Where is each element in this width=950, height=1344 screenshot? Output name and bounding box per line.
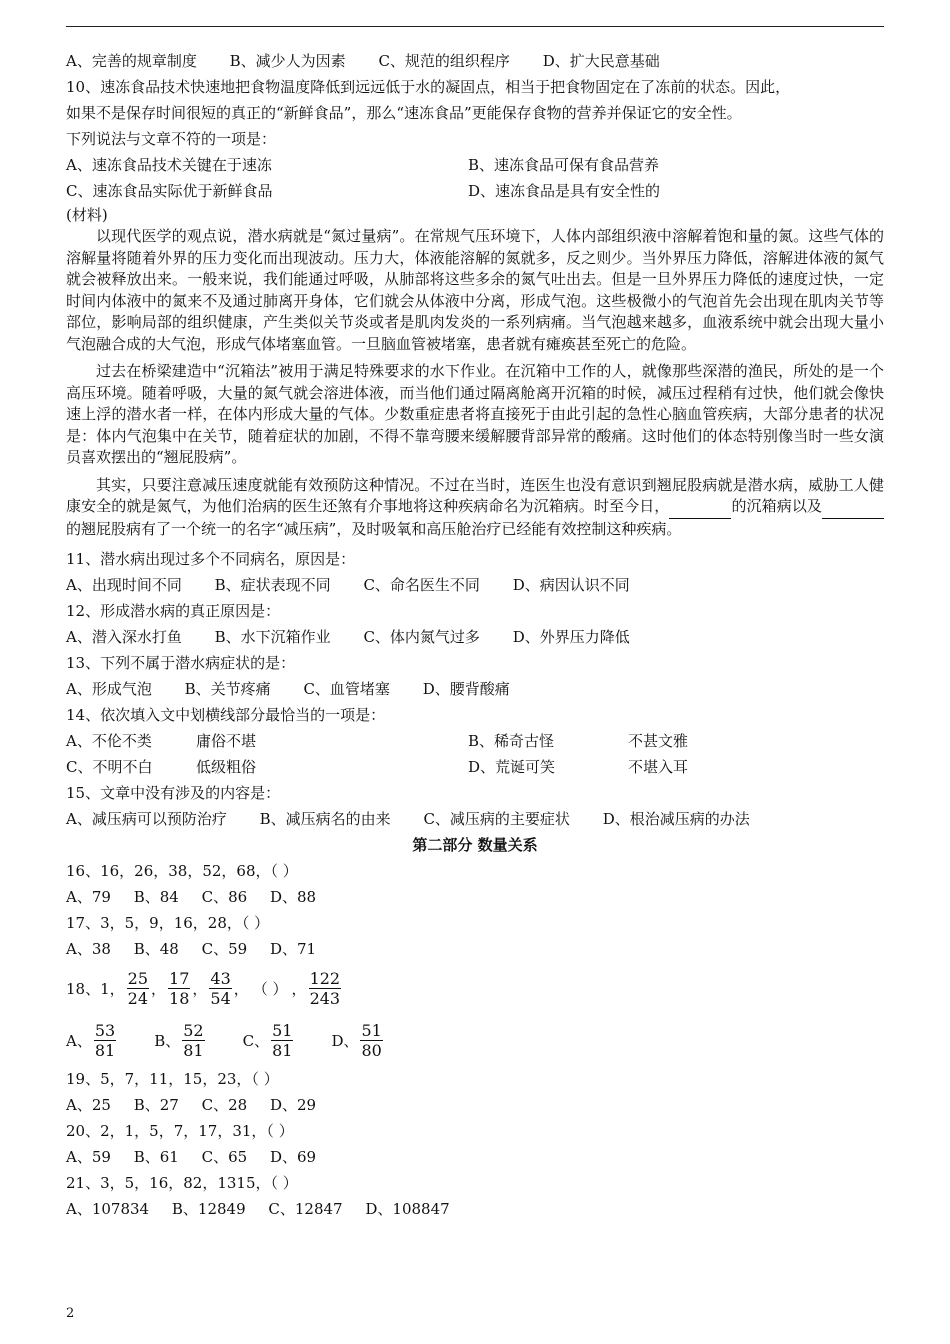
- denominator: 54: [210, 988, 231, 1008]
- option: A、79: [66, 888, 111, 906]
- q12-options: [66, 624, 884, 650]
- numerator: 51: [361, 1020, 382, 1040]
- option: A、出现时间不同: [66, 576, 182, 594]
- fill-blank: [669, 496, 731, 519]
- option: B、减少人为因素: [229, 52, 346, 70]
- fraction: [182, 1021, 204, 1060]
- separator: ，: [233, 979, 249, 998]
- numerator: 25: [127, 968, 148, 988]
- option: B、水下沉箱作业: [214, 628, 331, 646]
- option: D、71: [269, 940, 317, 958]
- fill-blank: [822, 496, 884, 519]
- material-label: (材料): [66, 206, 108, 224]
- question-stem: 13、下列不属于潜水病症状的是：: [66, 654, 296, 672]
- option: C、65: [201, 1148, 248, 1166]
- numerator: 17: [169, 968, 190, 988]
- passage: [66, 226, 884, 540]
- denominator: 24: [127, 988, 148, 1008]
- question-stem: 如果不是保存时间很短的真正的“新鲜食品”，那么“速冻食品”更能保存食物的营养并保证它的安全性。: [66, 104, 742, 122]
- denominator: 81: [94, 1040, 116, 1060]
- option: C、59: [201, 940, 248, 958]
- q14-options-row1: [66, 728, 884, 754]
- q11-options: [66, 572, 884, 598]
- option: C、86: [201, 888, 248, 906]
- option: B、关节疼痛: [184, 680, 271, 698]
- denominator: 243: [309, 988, 341, 1008]
- question-prefix: 18、1，: [66, 979, 125, 998]
- question-stem: 14、依次填入文中划横线部分最恰当的一项是：: [66, 706, 386, 724]
- option: A、不伦不类: [66, 732, 152, 750]
- option: C、速冻食品实际优于新鲜食品: [66, 182, 273, 200]
- q17-options: [66, 936, 884, 962]
- separator: ，: [192, 979, 208, 998]
- numerator: 52: [183, 1020, 204, 1040]
- option: D、29: [269, 1096, 317, 1114]
- q20-options: [66, 1144, 884, 1170]
- option: C、28: [201, 1096, 248, 1114]
- option: C、不明不白: [66, 758, 153, 776]
- option: C、命名医生不同: [363, 576, 480, 594]
- option: C、体内氮气过多: [363, 628, 480, 646]
- passage-text: 的翘屁股病有了一个统一的名字“减压病”，及时吸氧和高压舱治疗已经能有效控制这种疾病。: [66, 519, 682, 538]
- option: D、腰背酸痛: [422, 680, 510, 698]
- option: A、38: [66, 940, 111, 958]
- option-label: B、: [154, 1031, 181, 1050]
- fraction: [94, 1021, 116, 1060]
- option: D、108847: [365, 1200, 450, 1218]
- option: B、27: [133, 1096, 179, 1114]
- q10-options-row2: [66, 178, 884, 204]
- fraction: [127, 969, 149, 1008]
- option: A、潜入深水打鱼: [66, 628, 182, 646]
- option: A、减压病可以预防治疗: [66, 810, 227, 828]
- option: C、规范的组织程序: [378, 52, 510, 70]
- option: A、25: [66, 1096, 111, 1114]
- question-stem: 12、形成潜水病的真正原因是：: [66, 602, 281, 620]
- option: A、形成气泡: [66, 680, 152, 698]
- question-stem: 11、潜水病出现过多个不同病名，原因是：: [66, 550, 356, 568]
- option: B、症状表现不同: [214, 576, 331, 594]
- q10-options-row1: [66, 152, 884, 178]
- fraction: [360, 1021, 382, 1060]
- question-stem: 10、速冻食品技术快速地把食物温度降低到远远低于水的凝固点，相当于把食物固定在了冻前的状态。因此，: [66, 78, 791, 96]
- option: C、减压病的主要症状: [423, 810, 570, 828]
- page-number: 2: [66, 1306, 75, 1321]
- question-stem: 15、文章中没有涉及的内容是：: [66, 784, 281, 802]
- question-stem: 下列说法与文章不符的一项是：: [66, 130, 277, 148]
- passage-paragraph: 以现代医学的观点说，潜水病就是“氮过量病”。在常规气压环境下，人体内部组织液中溶解着饱和量的氮。这些气体的溶解量将随着外界的压力变化而出现波动。压力大，体液能溶解的氮就多，反之则少。当外界压力降低，溶解进体液的氮气就会被释放出来。一般来说，我们能通过呼吸，从肺部将这些多余的氮气吐出去。但是一旦外界压力降低的速度过快，一定时间内体液中的氮来不及通过肺离开身体，它们就会从体液中分离，形成气泡。这些极微小的气泡首先会出现在肌肉关节等部位，影响局部的组织健康，产生类似关节炎或者是肌肉发炎的一系列病痛。当气泡越来越多，血液系统中就会出现大量小气泡融合成的大气泡，形成气体堵塞血管。一旦脑血管被堵塞，患者就有瘫痪甚至死亡的危险。: [66, 227, 884, 353]
- fraction: [209, 969, 231, 1008]
- option: A、107834: [66, 1200, 150, 1218]
- option: C、血管堵塞: [303, 680, 390, 698]
- option-label: D、: [331, 1031, 359, 1050]
- option-label: C、: [242, 1031, 270, 1050]
- numerator: 122: [309, 968, 341, 988]
- passage-text: 其实，只要注意减压速度就能有效预防这种情况。不过在当时，连医生也没有意识到翘屁股病就是潜水病，威胁工人健康安全的就是氮气，为他们治病的医生还煞有介事地将这种疾病命名为沉箱病。时至今日，: [66, 475, 884, 515]
- option: B、速冻食品可保有食品营养: [468, 156, 660, 174]
- option: D、速冻食品是具有安全性的: [468, 182, 661, 200]
- option-word: 庸俗不堪: [196, 732, 257, 750]
- fraction: [168, 969, 190, 1008]
- q18-options: [66, 1014, 884, 1066]
- option: D、88: [269, 888, 317, 906]
- option: B、48: [133, 940, 179, 958]
- separator: ，: [291, 979, 307, 998]
- question-stem: 17、3，5，9，16，28，（ ）: [66, 914, 270, 932]
- fraction: [271, 1021, 293, 1060]
- option: B、减压病名的由来: [259, 810, 391, 828]
- passage-text: 的沉箱病以及: [731, 497, 822, 515]
- header-rule: [66, 26, 884, 27]
- option: D、根治减压病的办法: [602, 810, 750, 828]
- option: A、速冻食品技术关键在于速冻: [66, 156, 272, 174]
- numerator: 43: [210, 968, 231, 988]
- option: A、59: [66, 1148, 111, 1166]
- q18-stem: [66, 962, 884, 1014]
- option: B、84: [133, 888, 179, 906]
- option-word: 低级粗俗: [196, 758, 257, 776]
- q9-options: [66, 48, 884, 74]
- q15-options: [66, 806, 884, 832]
- passage-paragraph: 过去在桥梁建造中“沉箱法”被用于满足特殊要求的水下作业。在沉箱中工作的人，就像那些深潜的渔民，所处的是一个高压环境。随着呼吸，大量的氮气就会溶进体液，而当他们通过隔离舱离开沉箱的时候，减压过程稍有过快，他们就会像快速上浮的潜水者一样，在体内形成大量的气体。少数重症患者将直接死于由此引起的急性心脑血管疾病，大部分患者的状况是：体内气泡集中在关节，随着症状的加剧，不得不靠弯腰来缓解腰背部异常的酸痛。这时他们的体态特别像当时一些女演员喜欢摆出的“翘屁股病”。: [66, 362, 884, 466]
- option: D、69: [269, 1148, 317, 1166]
- option: D、病因认识不同: [512, 576, 630, 594]
- option: D、外界压力降低: [512, 628, 630, 646]
- option: B、稀奇古怪: [468, 732, 555, 750]
- option-word: 不甚文雅: [628, 732, 689, 750]
- option: C、12847: [268, 1200, 343, 1218]
- question-stem: 16、16，26，38，52，68，（ ）: [66, 862, 298, 880]
- question-stem: 21、3，5，16，82，1315，（ ）: [66, 1174, 298, 1192]
- passage-paragraph: [66, 475, 884, 541]
- fraction: [309, 969, 342, 1008]
- answer-blank: （ ）: [252, 979, 288, 998]
- option: B、12849: [171, 1200, 246, 1218]
- q21-options: [66, 1196, 884, 1222]
- option-word: 不堪入耳: [628, 758, 689, 776]
- denominator: 80: [361, 1040, 382, 1060]
- option: A、完善的规章制度: [66, 52, 197, 70]
- denominator: 81: [272, 1040, 293, 1060]
- section-title: 第二部分 数量关系: [412, 836, 538, 854]
- question-stem: 20、2，1，5，7，17，31，（ ）: [66, 1122, 294, 1140]
- q19-options: [66, 1092, 884, 1118]
- denominator: 81: [183, 1040, 204, 1060]
- option-label: A、: [66, 1031, 92, 1050]
- q13-options: [66, 676, 884, 702]
- question-stem: 19、5，7，11，15，23，（ ）: [66, 1070, 279, 1088]
- denominator: 18: [169, 988, 190, 1008]
- document-page: [66, 48, 884, 1222]
- numerator: 53: [94, 1020, 116, 1040]
- option: B、61: [133, 1148, 179, 1166]
- separator: ，: [151, 979, 167, 998]
- q16-options: [66, 884, 884, 910]
- q14-options-row2: [66, 754, 884, 780]
- option: D、荒诞可笑: [468, 758, 556, 776]
- numerator: 51: [272, 1020, 293, 1040]
- option: D、扩大民意基础: [542, 52, 660, 70]
